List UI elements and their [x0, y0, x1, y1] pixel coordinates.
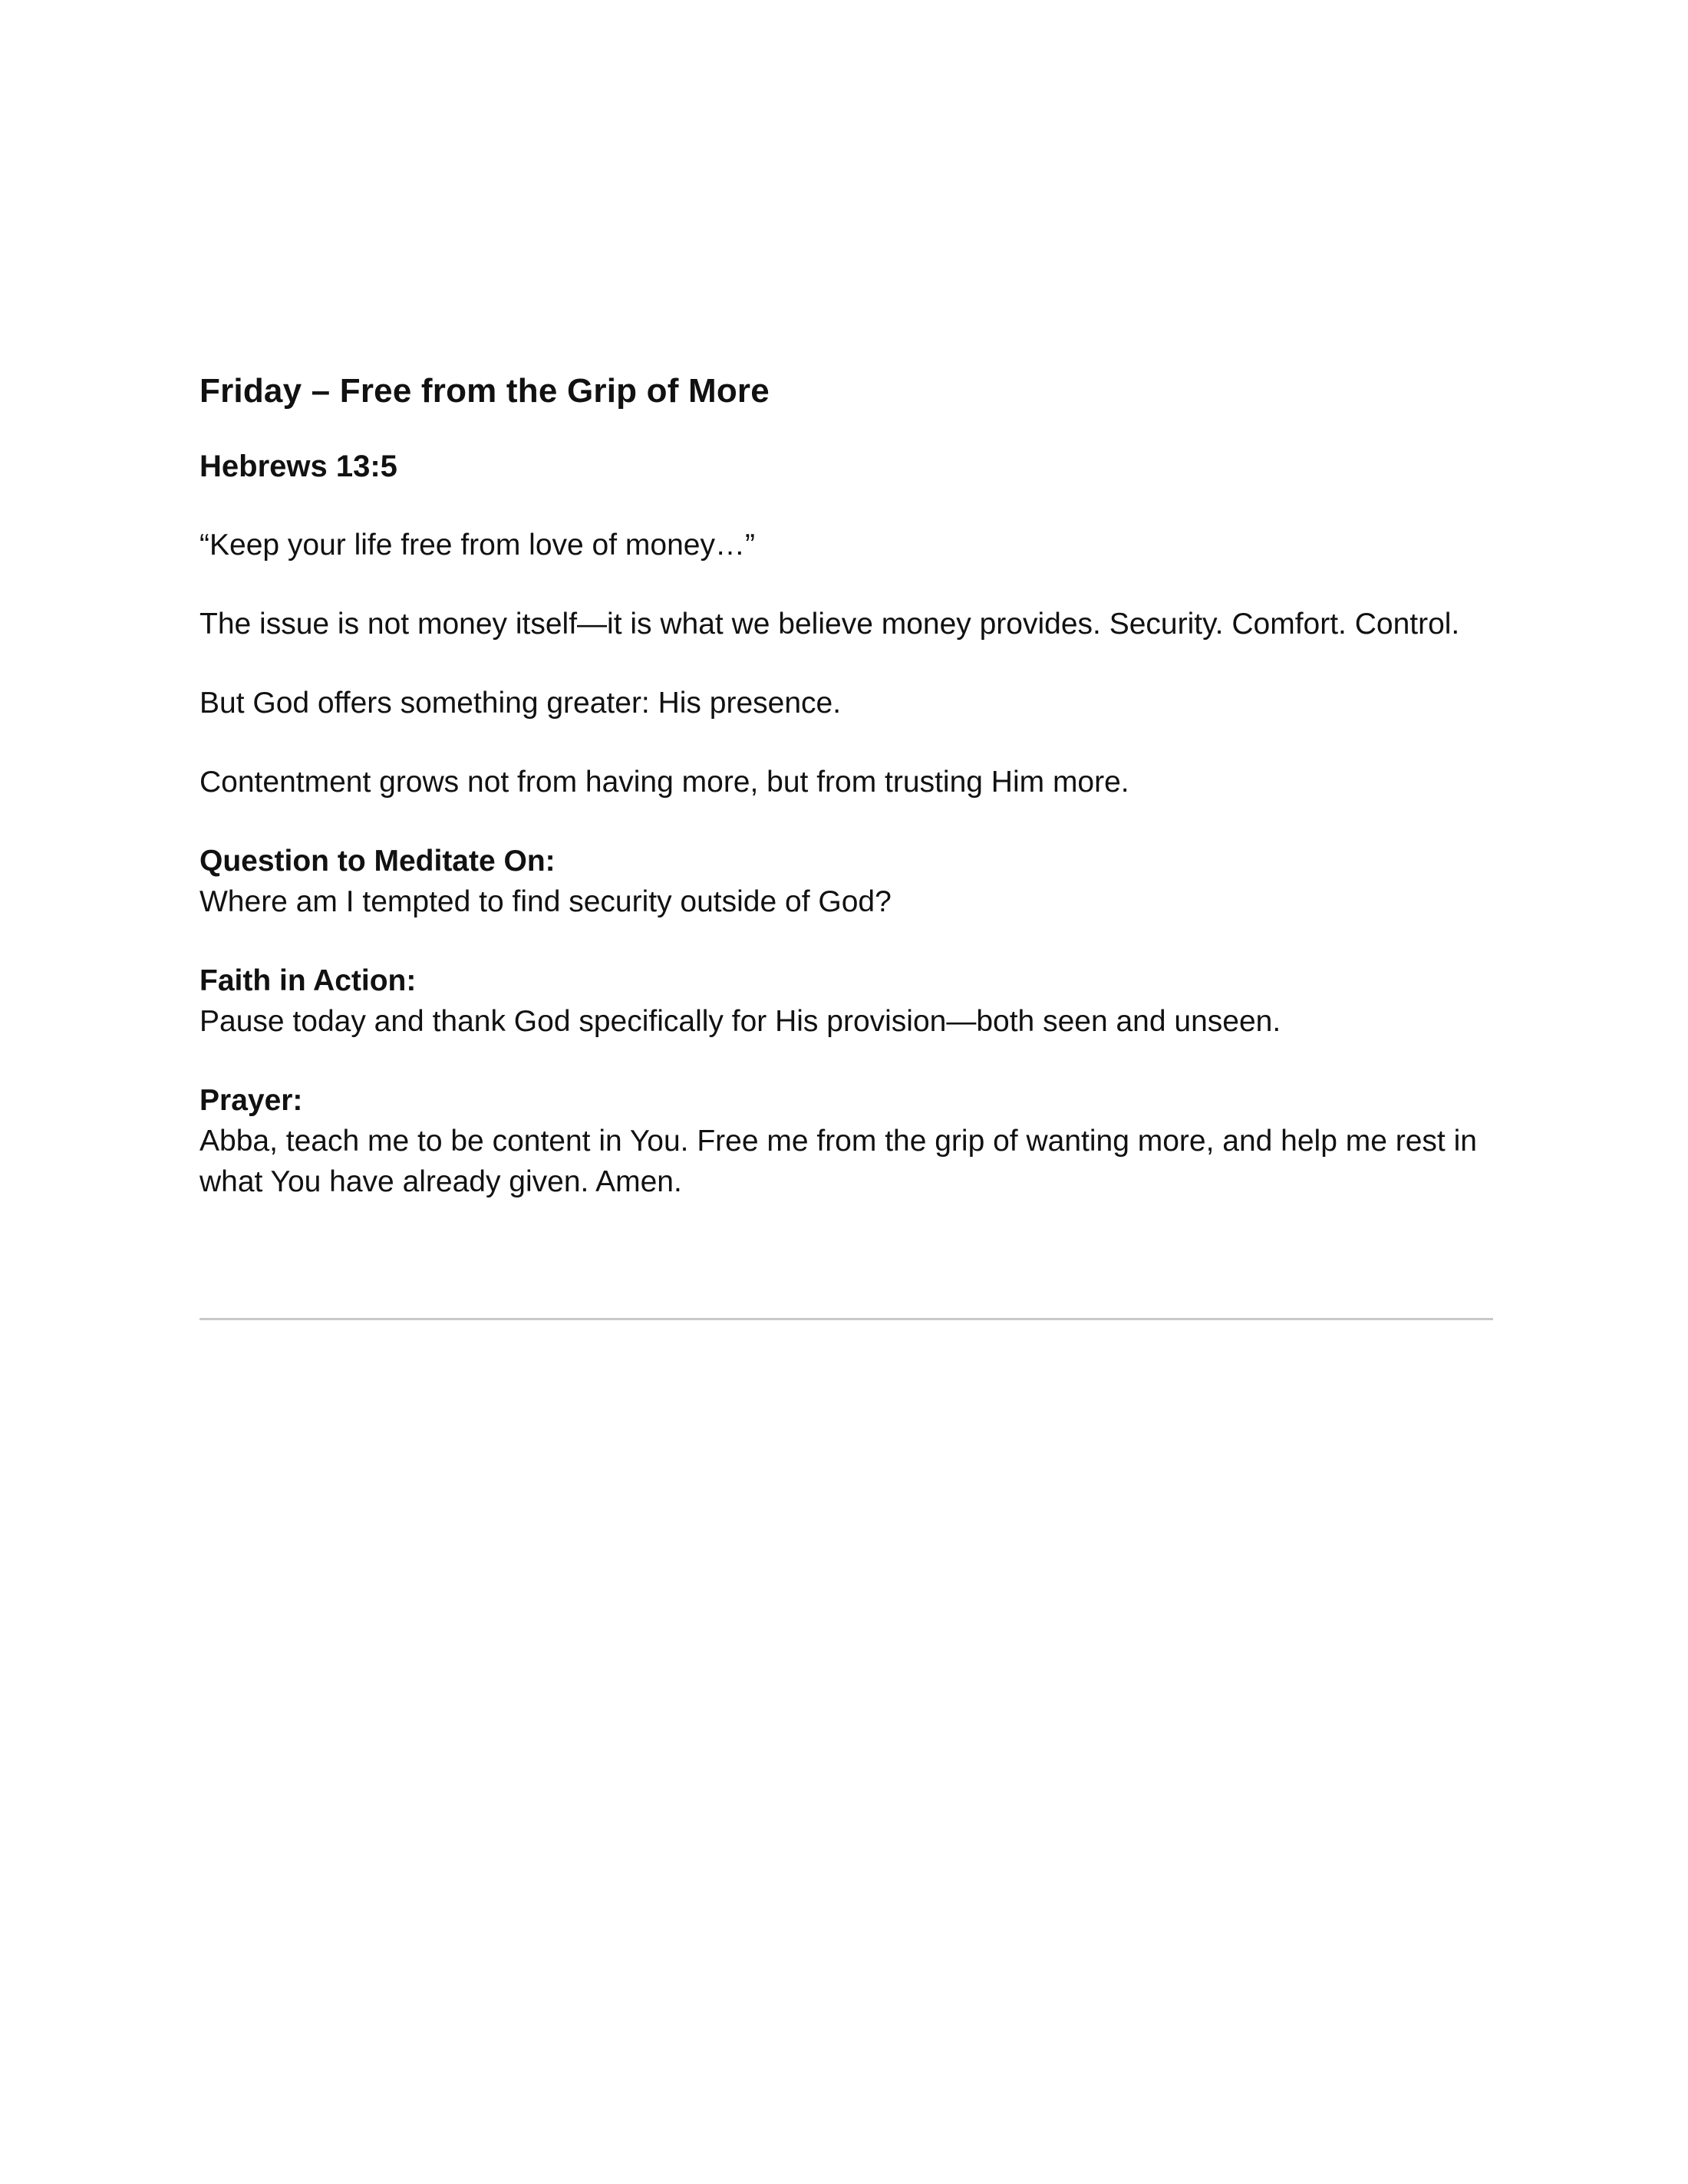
prayer-label: Prayer: — [199, 1084, 303, 1117]
meditation-section — [199, 841, 1496, 922]
prayer-text: Abba, teach me to be content in You. Free me from the grip of wanting more, and help me rest in what You have already given. Amen. — [199, 1125, 1477, 1198]
faith-in-action-section — [199, 960, 1496, 1042]
page-title: Friday – Free from the Grip of More — [199, 372, 770, 410]
body-paragraph-1: The issue is not money itself—it is what we believe money provides. Security. Comfort. Control. — [199, 608, 1460, 641]
devotional-page — [199, 367, 1496, 1202]
faith-in-action-label: Faith in Action: — [199, 964, 417, 997]
body-paragraph-2: But God offers something greater: His presence. — [199, 687, 842, 720]
scripture-reference: Hebrews 13:5 — [199, 450, 397, 483]
faith-in-action-text: Pause today and thank God specifically for His provision—both seen and unseen. — [199, 1005, 1281, 1038]
verse-quote: “Keep your life free from love of money…” — [199, 529, 755, 562]
body-paragraph-3: Contentment grows not from having more, but from trusting Him more. — [199, 766, 1129, 799]
meditation-text: Where am I tempted to find security outside of God? — [199, 885, 892, 918]
meditation-label: Question to Meditate On: — [199, 845, 556, 878]
prayer-section — [199, 1080, 1496, 1202]
section-divider — [199, 1318, 1493, 1320]
